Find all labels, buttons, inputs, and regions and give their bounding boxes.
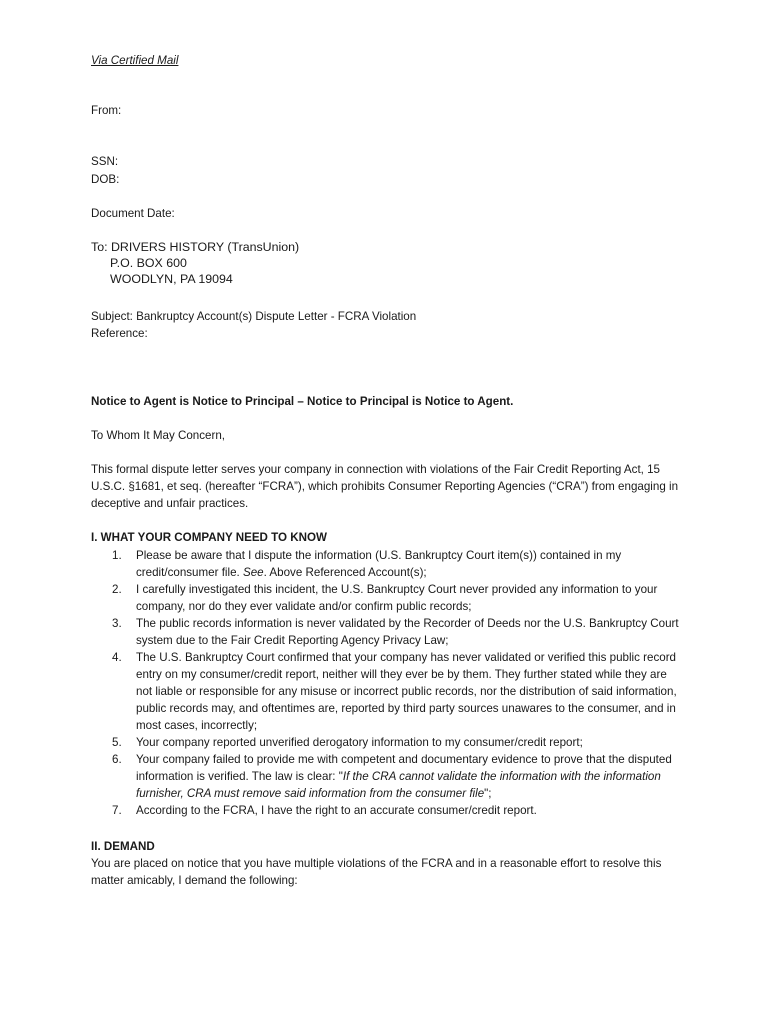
list-item-number: 1. xyxy=(112,549,122,562)
dob-label: DOB: xyxy=(91,173,120,186)
list-item-text-end: "; xyxy=(484,787,492,800)
recipient-address-line2: WOODLYN, PA 19094 xyxy=(110,272,233,286)
list-item-number: 6. xyxy=(112,753,122,766)
list-item-number: 5. xyxy=(112,736,122,749)
list-item xyxy=(91,734,681,751)
list-item-text: Your company reported unverified derogatory information to my consumer/credit report; xyxy=(136,736,583,749)
list-item-text: The U.S. Bankruptcy Court confirmed that your company has never validated or verified this public record entry on my consumer/credit report, neither will they ever be by them. They further stated while they are not liable or responsible for any misuse or incorrect public records, nor the distribution of said information, public records may, and oftentimes are, reported by third party sources unawares to the consumer, and in most cases, incorrectly; xyxy=(136,651,677,732)
via-certified-mail: Via Certified Mail xyxy=(91,54,179,67)
reference-label: Reference: xyxy=(91,327,148,340)
salutation: To Whom It May Concern, xyxy=(91,429,226,442)
list-item-text: The public records information is never validated by the Recorder of Deeds nor the U.S. Bankruptcy Court system due to the Fair Credit Reporting Agency Privacy Law; xyxy=(136,617,679,647)
list-item-number: 3. xyxy=(112,617,122,630)
list-item xyxy=(91,615,681,649)
from-label: From: xyxy=(91,104,122,117)
list-item xyxy=(91,649,681,734)
list-item xyxy=(91,802,681,819)
subject-line: Subject: Bankruptcy Account(s) Dispute Letter - FCRA Violation xyxy=(91,310,417,323)
ssn-label: SSN: xyxy=(91,155,119,168)
section1-heading: I. WHAT YOUR COMPANY NEED TO KNOW xyxy=(91,531,327,544)
list-item-text: I carefully investigated this incident, the U.S. Bankruptcy Court never provided any information to your company, nor do they ever validate and/or confirm public records; xyxy=(136,583,658,613)
section2-heading: II. DEMAND xyxy=(91,840,155,853)
notice-statement: Notice to Agent is Notice to Principal – Notice to Principal is Notice to Agent. xyxy=(91,395,514,408)
list-item-number: 7. xyxy=(112,804,122,817)
list-item-text: According to the FCRA, I have the right to an accurate consumer/credit report. xyxy=(136,804,537,817)
section1-list xyxy=(91,547,681,819)
recipient-address-line1: P.O. BOX 600 xyxy=(110,256,187,270)
list-item xyxy=(91,581,681,615)
list-item-number: 2. xyxy=(112,583,122,596)
list-item-number: 4. xyxy=(112,651,122,664)
recipient-to-line: To: DRIVERS HISTORY (TransUnion) xyxy=(91,240,300,254)
intro-paragraph: This formal dispute letter serves your company in connection with violations of the Fair Credit Reporting Act, 15 U.S.C. §1681, et seq. (hereafter “FCRA”), which prohibits Consumer Reporting Agencies (“CRA”) from engaging in deceptive and unfair practices. xyxy=(91,463,679,510)
list-item-text-end: . Above Referenced Account(s); xyxy=(263,566,427,579)
section2-paragraph: You are placed on notice that you have multiple violations of the FCRA and in a reasonable effort to resolve this matter amicably, I demand the following: xyxy=(91,857,662,887)
list-item-italic: See xyxy=(242,566,264,579)
list-item xyxy=(91,547,681,581)
list-item-italic: If the CRA cannot validate the information with the information furnisher, CRA must remove said information from the consumer file xyxy=(136,770,661,800)
document-date-label: Document Date: xyxy=(91,207,175,220)
list-item xyxy=(91,751,681,802)
list-item-text: Your company failed to provide me with competent and documentary evidence to prove that the disputed information is verified. The law is clear: " xyxy=(136,753,672,783)
list-item-text: Please be aware that I dispute the information (U.S. Bankruptcy Court item(s)) contained in my credit/consumer file. xyxy=(136,549,622,579)
